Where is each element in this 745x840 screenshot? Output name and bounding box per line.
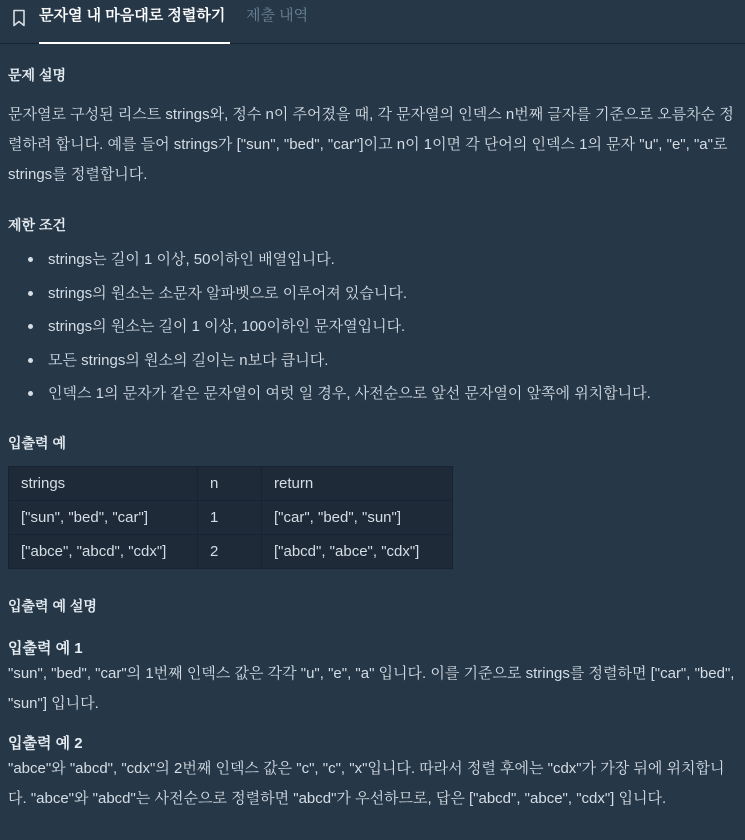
table-cell: 2 xyxy=(198,534,262,568)
tab-bar xyxy=(0,0,745,44)
description-text: 문자열로 구성된 리스트 strings와, 정수 n이 주어졌을 때, 각 문자열의 인덱스 n번째 글자를 기준으로 오름차순 정렬하려 합니다. 예를 들어 strings가 ["sun", "bed", "car"]이고 n이 1이면 각 단어의 인덱스 1의 문자 "u", "e", "a"로 strings를 정렬합니다. xyxy=(8,106,734,183)
constraints-heading: 제한 조건 xyxy=(8,217,66,233)
table-cell: ["abce", "abcd", "cdx"] xyxy=(9,534,198,568)
constraint-item: 인덱스 1의 문자가 같은 문자열이 여럿 일 경우, 사전순으로 앞선 문자열이 앞쪽에 위치합니다. xyxy=(48,377,737,411)
examples-table xyxy=(8,466,453,569)
explanation-heading: 입출력 예 설명 xyxy=(8,597,97,614)
example-2-title: 입출력 예 2 xyxy=(8,734,83,752)
table-cell: ["abcd", "abce", "cdx"] xyxy=(262,534,453,568)
problem-content xyxy=(0,65,745,814)
constraint-item: strings의 원소는 소문자 알파벳으로 이루어져 있습니다. xyxy=(48,277,737,311)
table-cell: ["sun", "bed", "car"] xyxy=(9,500,198,534)
constraint-item: strings는 길이 1 이상, 50이하인 배열입니다. xyxy=(48,243,737,277)
table-cell: ["car", "bed", "sun"] xyxy=(262,500,453,534)
table-row xyxy=(9,500,453,534)
constraints-list xyxy=(8,243,737,411)
table-header-cell: strings xyxy=(9,466,198,500)
examples-heading: 입출력 예 xyxy=(8,434,66,451)
constraint-item: 모든 strings의 원소의 길이는 n보다 큽니다. xyxy=(48,344,737,378)
tab-problem[interactable]: 문자열 내 마음대로 정렬하기 xyxy=(39,0,230,44)
bookmark-icon[interactable] xyxy=(11,9,27,27)
table-header-row xyxy=(9,466,453,500)
description-heading: 문제 설명 xyxy=(8,67,66,83)
table-cell: 1 xyxy=(198,500,262,534)
table-row xyxy=(9,534,453,568)
table-header-cell: return xyxy=(262,466,453,500)
constraint-item: strings의 원소는 길이 1 이상, 100이하인 문자열입니다. xyxy=(48,310,737,344)
example-1-text: "sun", "bed", "car"의 1번째 인덱스 값은 각각 "u", "e", "a" 입니다. 이를 기준으로 strings를 정렬하면 ["car", "bed", "sun"] 입니다. xyxy=(8,664,735,712)
tab-submissions[interactable]: 제출 내역 xyxy=(246,7,309,24)
example-1-title: 입출력 예 1 xyxy=(8,639,83,657)
example-2-text: "abce"와 "abcd", "cdx"의 2번째 인덱스 값은 "c", "c", "x"입니다. 따라서 정렬 후에는 "cdx"가 가장 뒤에 위치합니다. "abce"와 "abcd"는 사전순으로 정렬하면 "abcd"가 우선하므로, 답은 ["abcd", "abce", "cdx"] 입니다. xyxy=(8,759,725,807)
table-header-cell: n xyxy=(198,466,262,500)
